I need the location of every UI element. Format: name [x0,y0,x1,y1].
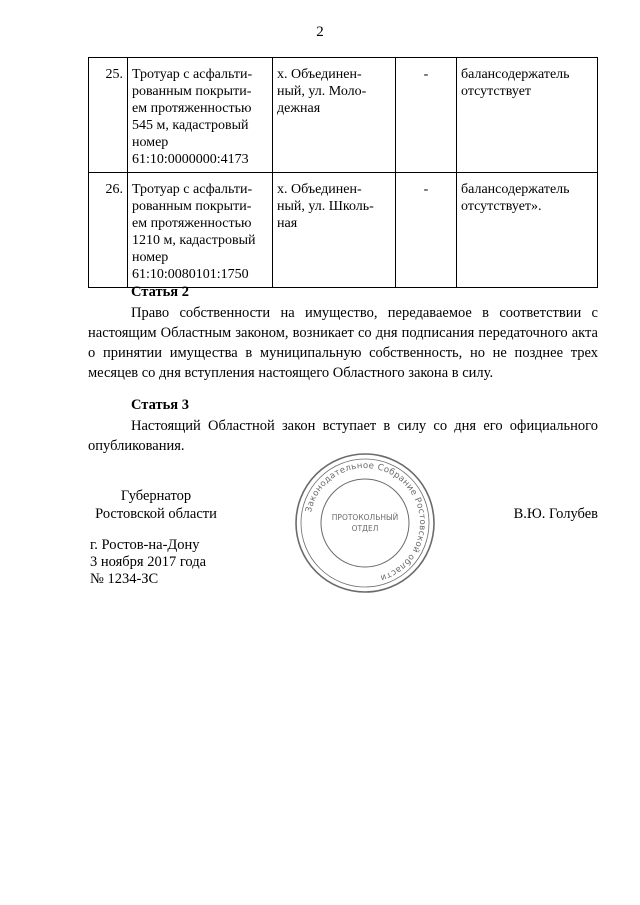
balance-holder-note: балансодержатель отсутствует [457,58,598,173]
place-city: г. Ростов-на-Дону [90,537,200,553]
article-3-text: Настоящий Областной закон вступает в силу со дня его официального опубликования. [88,418,598,454]
seal-inner-line2: ОТДЕЛ [351,524,379,533]
law-number: № 1234-ЗС [90,571,159,587]
property-address: х. Объединен- ный, ул. Моло- дежная [273,58,396,173]
place-date-block [90,537,206,588]
seal-outer-text: Законодательное Собрание Ростовской области [304,460,428,583]
signatory-title-line1: Губернатор [120,488,192,504]
table-row [89,173,598,288]
article-3-heading: Статья 3 [131,397,189,413]
empty-cell-dash: - [396,58,457,173]
page-number: 2 [316,24,324,40]
seal-inner-line1: ПРОТОКОЛЬНЫЙ [331,513,399,522]
official-seal-stamp [294,452,436,594]
property-address: х. Объединен- ный, ул. Школь- ная [273,173,396,288]
signatory-title [90,487,222,523]
empty-cell-dash: - [396,173,457,288]
balance-holder-note: балансодержатель отсутствует». [457,173,598,288]
article-2-text: Право собственности на имущество, передаваемое в соответствии с настоящим Областным законом, возникает со дня подписания передаточного акта о принятии имущества в муниципальную собственность, но не позднее трех месяцев со дня вступления настоящего Областного закона в силу. [88,305,598,381]
law-date: 3 ноября 2017 года [90,554,207,570]
property-description: Тротуар с асфальти- рованным покрыти- ем протяженностью 545 м, кадастровый номер 61:10:0000000:4173 [128,58,273,173]
signatory-name: В.Ю. Голубев [513,506,598,522]
table-row [89,58,598,173]
property-description: Тротуар с асфальти- рованным покрыти- ем протяженностью 1210 м, кадастровый номер 61:10:0080101:1750 [128,173,273,288]
property-table [88,57,598,288]
row-number: 26. [89,173,128,288]
row-number: 25. [89,58,128,173]
article-2-heading: Статья 2 [131,284,189,300]
signatory-title-line2: Ростовской области [95,506,217,522]
